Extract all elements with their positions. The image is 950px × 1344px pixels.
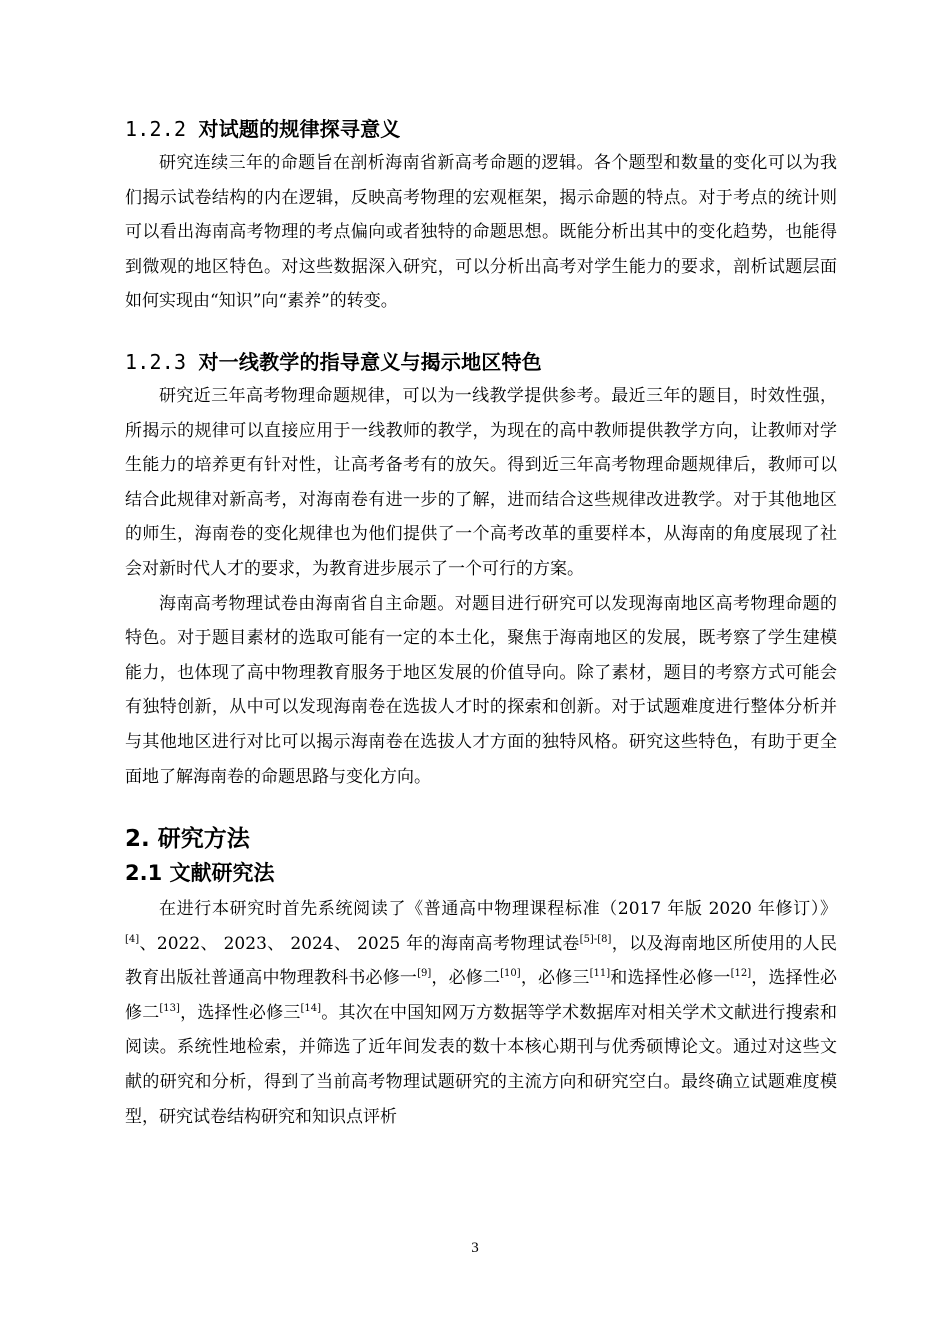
heading-title: 对试题的规律探寻意义 <box>198 117 401 141</box>
heading-title: 对一线教学的指导意义与揭示地区特色 <box>198 349 542 374</box>
document-body <box>125 114 837 1134</box>
text-run: 。其次在中国知网万方数据等学术数据库对相关学术文献进行搜索和阅读。系统性地检索，并筛选了近年间发表的数十本核心期刊与优秀硕博论文。通过对这些文献的研究和分析，得到了当前高考物理试题研究的主流方向和研究空白。最终确立试题难度模型，研究试卷结构研究和知识点评析 <box>125 1002 838 1127</box>
text-run: ，必修二 <box>431 968 501 989</box>
heading-2 <box>125 822 837 856</box>
heading-number: 2. <box>125 826 150 853</box>
paragraph-1-2-3-a: 研究近三年高考物理命题规律，可以为一线教学提供参考。最近三年的题目，时效性强，所揭示的规律可以直接应用于一线教师的教学，为现在的高中教师提供教学方向，让教师对学生能力的培养更有针对性，让高考备考有的放矢。得到近三年高考物理命题规律后，教师可以结合此规律对新高考，对海南卷有进一步的了解，进而结合这些规律改进教学。对于其他地区的师生，海南卷的变化规律也为他们提供了一个高考改革的重要样本，从海南的角度展现了社会对新时代人才的要求，为教育进步展示了一个可行的方案。 <box>125 385 837 579</box>
citation: [10] <box>500 968 521 980</box>
paragraph-1-2-2: 研究连续三年的命题旨在剖析海南省新高考命题的逻辑。各个题型和数量的变化可以为我们揭示试卷结构的内在逻辑，反映高考物理的宏观框架，揭示命题的特点。对于考点的统计则可以看出海南高考物理的考点偏向或者独特的命题思想。既能分析出其中的变化趋势，也能得到微观的地区特色。对这些数据深入研究，可以分析出高考对学生能力的要求，剖析试题层面如何实现由“知识”向“素养”的转变。 <box>125 153 837 312</box>
citation: [13] <box>159 1002 180 1014</box>
text-run: 、2022、 2023、 2024、 2025 年的海南高考物理试卷 <box>139 933 580 954</box>
heading-1-2-3 <box>125 347 837 377</box>
heading-1-2-2 <box>125 114 837 144</box>
heading-number: 1.2.3 <box>125 349 187 374</box>
heading-number: 1.2.2 <box>125 117 187 141</box>
citation: [4] <box>125 933 140 945</box>
paragraph-1-2-3-b: 海南高考物理试卷由海南省自主命题。对题目进行研究可以发现海南地区高考物理命题的特色。对于题目素材的选取可能有一定的本土化，聚焦于海南地区的发展，既考察了学生建模能力，也体现了高中物理教育服务于地区发展的价值导向。除了素材，题目的考察方式可能会有独特创新，从中可以发现海南卷在选拔人才时的探索和创新。对于试题难度进行整体分析并与其他地区进行对比可以揭示海南卷在选拔人才方面的独特风格。研究这些特色，有助于更全面地了解海南卷的命题思路与变化方向。 <box>125 593 837 787</box>
citation: [9] <box>417 968 432 980</box>
heading-title: 文献研究法 <box>169 861 275 886</box>
citation: [14] <box>300 1002 322 1014</box>
heading-number: 2.1 <box>125 861 163 886</box>
heading-2-1 <box>125 856 837 890</box>
text-run: 和选择性必修一 <box>610 968 731 989</box>
text-run: ，选择性必修二 <box>125 968 838 1023</box>
citation: [12] <box>730 968 752 980</box>
text-run: ，必修三 <box>520 968 590 989</box>
text-run: ，以及海南地区所使用的人民教育出版社普通高中物理教科书必修一 <box>125 933 838 989</box>
paragraph-2-1 <box>125 892 837 1134</box>
heading-title: 研究方法 <box>157 826 250 853</box>
text-run: ，选择性必修三 <box>179 1002 301 1023</box>
text-run: 在进行本研究时首先系统阅读了《普通高中物理课程标准（2017 年版 2020 年修订）》 <box>159 899 837 920</box>
citation: [5]-[8] <box>579 933 612 945</box>
citation: [11] <box>589 968 611 980</box>
page-number: 3 <box>471 1240 479 1256</box>
spacer <box>125 319 837 347</box>
